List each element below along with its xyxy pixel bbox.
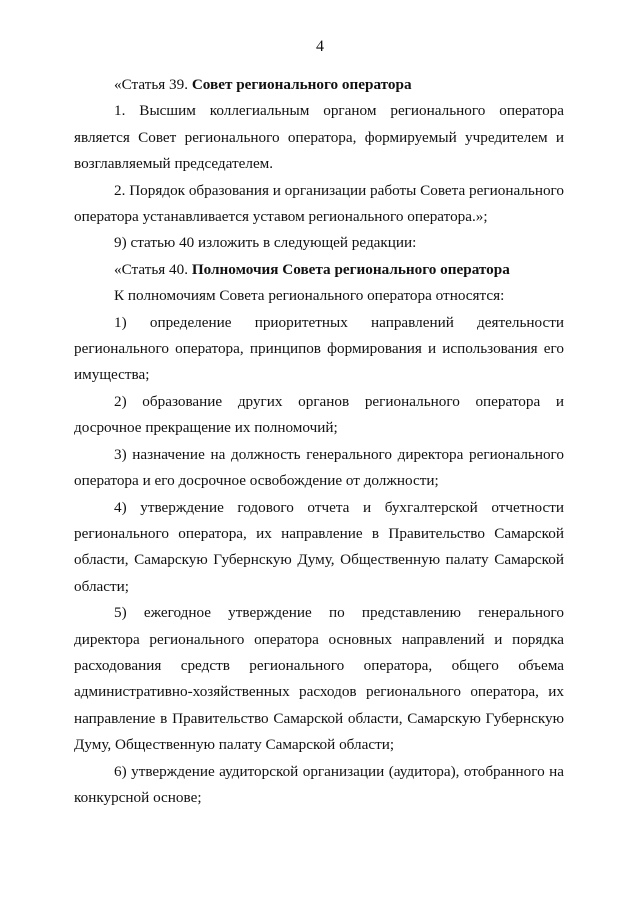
list-item: 3) назначение на должность генерального директора регионального оператора и его досрочное освобождение от должности; bbox=[74, 445, 564, 490]
paragraph: 9) статью 40 изложить в следующей редакции: bbox=[114, 234, 417, 252]
article-40-label: «Статья 40. bbox=[114, 260, 192, 278]
article-39-heading bbox=[74, 72, 564, 98]
list-item: 4) утверждение годового отчета и бухгалтерской отчетности регионального оператора, их направление в Правительство Самарской области, Самарскую Губернскую Думу, Общественную палату Самарской области; bbox=[74, 498, 564, 595]
list-item: 5) ежегодное утверждение по представлению генерального директора регионального оператора основных направлений и порядка расходования средств регионального оператора, общего объема административно-хозяйственных расходов регионального оператора, их направление в Правительство Самарской области, Самарскую Губернскую Думу, Общественную палату Самарской области; bbox=[74, 604, 564, 754]
list-item: 2) образование других органов регионального оператора и досрочное прекращение их полномочий; bbox=[74, 392, 564, 437]
article-39-title: Совет регионального оператора bbox=[191, 76, 412, 93]
paragraph: 1. Высшим коллегиальным органом регионального оператора является Совет регионального оператора, формируемый учредителем и возглавляемый председателем. bbox=[74, 102, 564, 173]
article-39-label: «Статья 39. bbox=[114, 76, 192, 93]
document-body bbox=[74, 72, 564, 811]
article-40-title: Полномочия Совета регионального оператора bbox=[191, 260, 510, 278]
page-number: 4 bbox=[316, 38, 324, 55]
list-item: 6) утверждение аудиторской организации (аудитора), отобранного на конкурсной основе; bbox=[74, 762, 564, 806]
paragraph: К полномочиям Совета регионального оператора относятся: bbox=[114, 287, 505, 305]
paragraph: 2. Порядок образования и организации работы Совета регионального оператора устанавливается уставом регионального оператора.»; bbox=[74, 181, 564, 226]
article-40-heading bbox=[74, 257, 564, 283]
list-item: 1) определение приоритетных направлений деятельности регионального оператора, принципов формирования и использования его имущества; bbox=[74, 313, 564, 384]
